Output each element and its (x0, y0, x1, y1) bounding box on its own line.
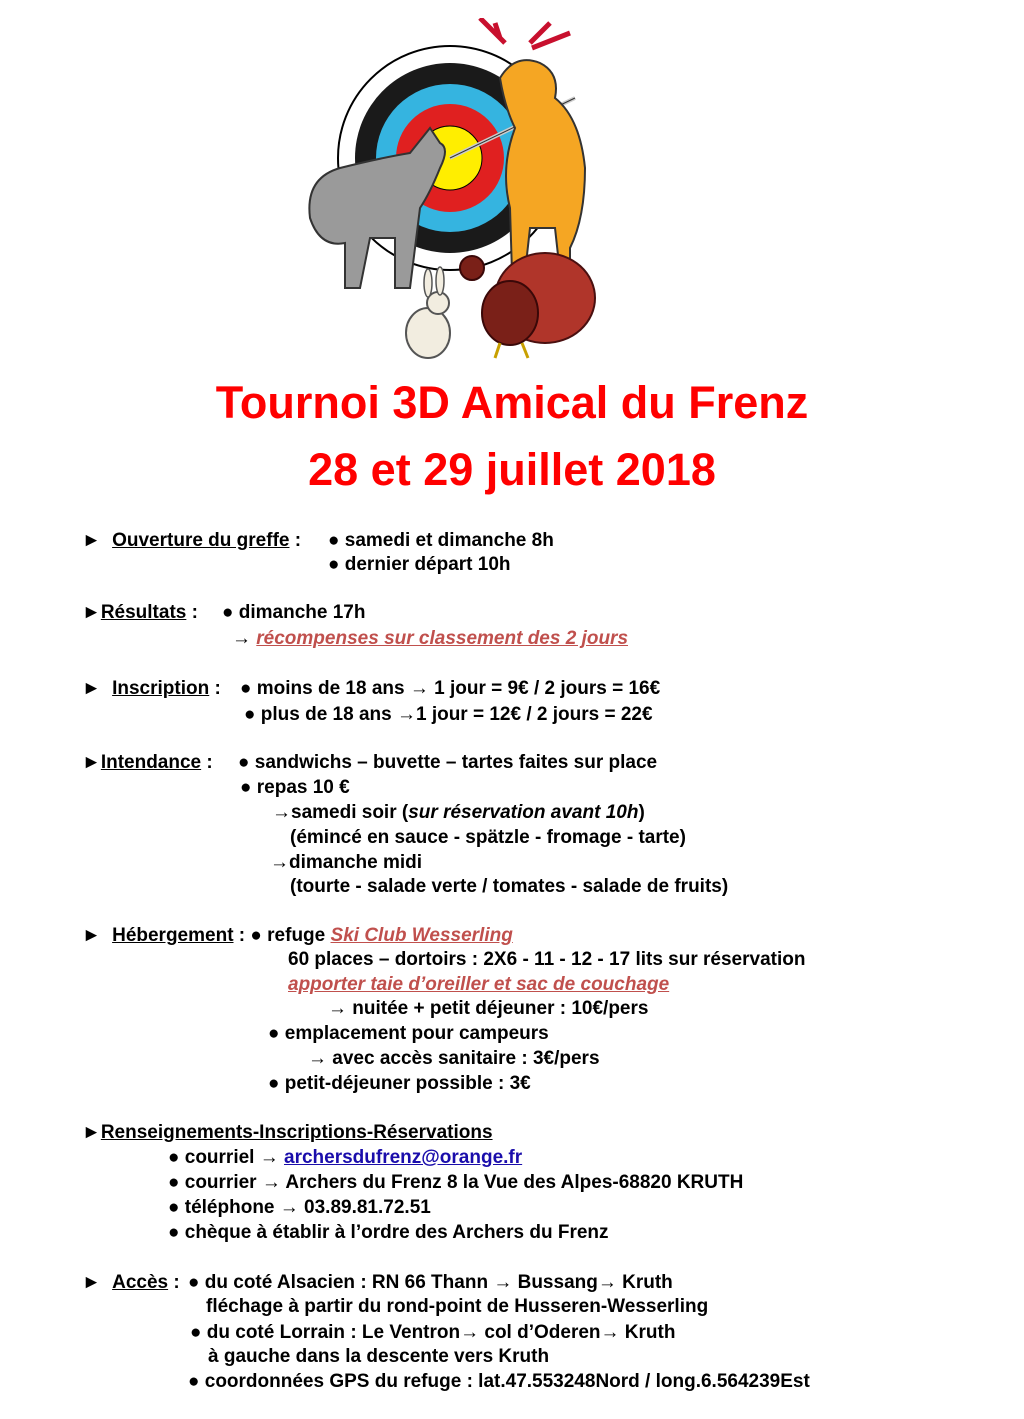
bullet-marker: ► (82, 925, 101, 946)
hebergement-line6: → avec accès sanitaire : 3€/pers (308, 1048, 600, 1069)
bullet-marker: ► (82, 602, 101, 623)
section-inscription (82, 677, 221, 701)
colon: : (168, 1272, 180, 1293)
colon: : (233, 925, 251, 946)
renseignements-label: Renseignements-Inscriptions-Réservations (100, 1122, 493, 1143)
event-title: Tournoi 3D Amical du Frenz (215, 377, 809, 428)
acces-line4: à gauche dans la descente vers Kruth (208, 1346, 550, 1367)
acces-line1: ● du coté Alsacien : RN 66 Thann → Bussang→ Kruth (188, 1272, 673, 1293)
inscription-line1: ● moins de 18 ans → 1 jour = 9€ / 2 jours = 16€ (240, 678, 661, 699)
inscription-line2: ● plus de 18 ans →1 jour = 12€ / 2 jours = 22€ (244, 704, 653, 725)
intendance-line3-italic: sur réservation avant 10h (408, 802, 639, 823)
cheque-line: ● chèque à établir à l’ordre des Archers du Frenz (168, 1222, 609, 1243)
intendance-line3-start: →samedi soir ( (272, 802, 409, 823)
courrier-line: ● courrier → Archers du Frenz 8 la Vue des Alpes-68820 KRUTH (168, 1172, 744, 1193)
intendance-line1: ● sandwichs – buvette – tartes faites sur place (238, 752, 658, 773)
resultats-arrow-line: → récompenses sur classement des 2 jours (232, 628, 629, 649)
intendance-line3-end: ) (638, 802, 645, 823)
intendance-line6: (tourte - salade verte / tomates - salade de fruits) (290, 876, 729, 897)
inscription-label: Inscription (112, 678, 210, 699)
colon: : (186, 602, 198, 623)
bullet-marker: ► (82, 1122, 101, 1143)
greffe-line1: ● samedi et dimanche 8h (328, 530, 554, 551)
hebergement-label: Hébergement (112, 925, 234, 946)
turkey-figure (460, 253, 595, 358)
intendance-line3 (272, 801, 645, 825)
section-acces (82, 1271, 180, 1295)
acces-label: Accès (112, 1272, 169, 1293)
hebergement-line4: → nuitée + petit déjeuner : 10€/pers (328, 998, 649, 1019)
bring-items-link[interactable]: apporter taie d’oreiller et sac de couchage (288, 974, 670, 995)
bullet-marker: ► (82, 1272, 101, 1293)
section-hebergement (82, 924, 513, 948)
refuge-link[interactable]: Ski Club Wesserling (330, 925, 513, 946)
resultats-line1: ● dimanche 17h (222, 602, 366, 623)
telephone-line: ● téléphone → 03.89.81.72.51 (168, 1197, 431, 1218)
hebergement-line3 (288, 973, 669, 997)
event-dates: 28 et 29 juillet 2018 (308, 444, 716, 495)
intendance-line4: (émincé en sauce - spätzle - fromage - tarte) (290, 827, 686, 848)
resultats-link[interactable]: récompenses sur classement des 2 jours (256, 628, 629, 649)
intendance-label: Intendance (100, 752, 202, 773)
hebergement-line2: 60 places – dortoirs : 2X6 - 11 - 12 - 17 lits sur réservation (288, 949, 806, 970)
bullet-marker: ► (82, 752, 101, 773)
section-resultats (82, 601, 198, 625)
bullet-marker: ► (82, 678, 101, 699)
section-renseignements (82, 1121, 493, 1145)
hebergement-line7: ● petit-déjeuner possible : 3€ (268, 1073, 531, 1094)
intendance-line2: ● repas 10 € (240, 777, 350, 798)
resultats-label: Résultats (100, 602, 187, 623)
intendance-line5: →dimanche midi (270, 852, 423, 873)
courriel-prefix: ● courriel → (168, 1147, 285, 1168)
greffe-label: Ouverture du greffe (112, 530, 290, 551)
colon: : (201, 752, 213, 773)
hebergement-line5: ● emplacement pour campeurs (268, 1023, 549, 1044)
email-link[interactable]: archersdufrenz@orange.fr (284, 1147, 523, 1168)
section-greffe (82, 529, 301, 553)
colon: : (289, 530, 302, 551)
acces-line2: fléchage à partir du rond-point de Husseren-Wesserling (206, 1296, 709, 1317)
section-intendance (82, 751, 213, 775)
courriel-line (168, 1146, 522, 1170)
colon: : (209, 678, 221, 699)
bullet-marker: ► (82, 530, 101, 551)
rabbit-figure (406, 267, 450, 358)
greffe-line2: ● dernier départ 10h (328, 554, 511, 575)
tournament-illustration (300, 18, 620, 368)
acces-line5: ● coordonnées GPS du refuge : lat.47.553248Nord / long.6.564239Est (188, 1371, 810, 1392)
acces-line3: ● du coté Lorrain : Le Ventron→ col d’Oderen→ Kruth (190, 1322, 676, 1343)
hebergement-line1-prefix: ● refuge (250, 925, 331, 946)
